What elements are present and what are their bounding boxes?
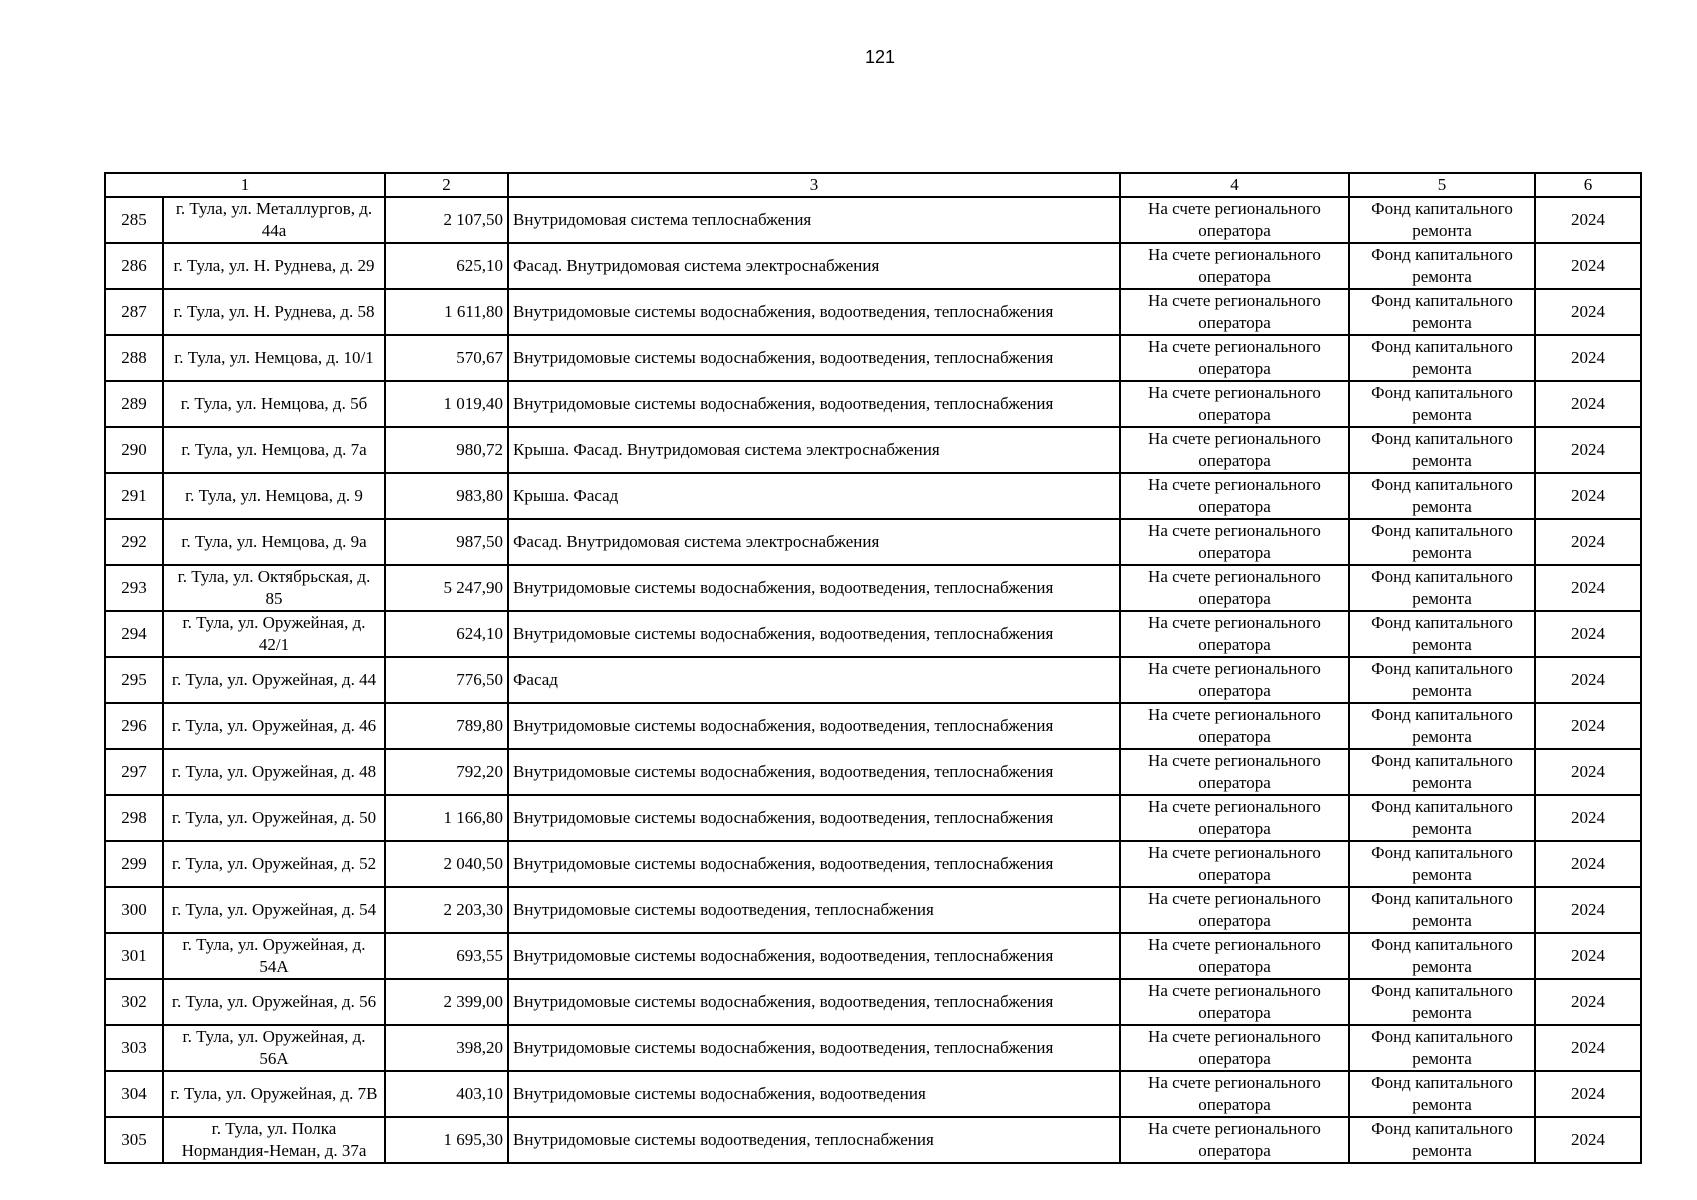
- row-number-cell: 303: [105, 1025, 163, 1071]
- cost-cell: 5 247,90: [385, 565, 508, 611]
- address-cell: г. Тула, ул. Оружейная, д. 48: [163, 749, 385, 795]
- table-row: [105, 381, 1641, 427]
- funding-source-cell: Фонд капитального ремонта: [1349, 473, 1535, 519]
- works-cell: Фасад. Внутридомовая система электроснабжения: [508, 243, 1120, 289]
- cost-cell: 2 399,00: [385, 979, 508, 1025]
- year-cell: 2024: [1535, 703, 1641, 749]
- row-number-cell: 305: [105, 1117, 163, 1163]
- column-header-3: 3: [508, 173, 1120, 197]
- row-number-cell: 304: [105, 1071, 163, 1117]
- works-cell: Внутридомовые системы водоснабжения, водоотведения, теплоснабжения: [508, 565, 1120, 611]
- address-cell: г. Тула, ул. Немцова, д. 7а: [163, 427, 385, 473]
- address-cell: г. Тула, ул. Немцова, д. 9: [163, 473, 385, 519]
- year-cell: 2024: [1535, 611, 1641, 657]
- account-cell: На счете регионального оператора: [1120, 565, 1349, 611]
- address-cell: г. Тула, ул. Оружейная, д. 54А: [163, 933, 385, 979]
- table-row: [105, 519, 1641, 565]
- address-cell: г. Тула, ул. Оружейная, д. 56А: [163, 1025, 385, 1071]
- year-cell: 2024: [1535, 335, 1641, 381]
- address-cell: г. Тула, ул. Н. Руднева, д. 58: [163, 289, 385, 335]
- cost-cell: 983,80: [385, 473, 508, 519]
- row-number-cell: 288: [105, 335, 163, 381]
- address-cell: г. Тула, ул. Оружейная, д. 7В: [163, 1071, 385, 1117]
- account-cell: На счете регионального оператора: [1120, 795, 1349, 841]
- cost-cell: 789,80: [385, 703, 508, 749]
- works-cell: Внутридомовые системы водоснабжения, водоотведения, теплоснабжения: [508, 1025, 1120, 1071]
- cost-cell: 624,10: [385, 611, 508, 657]
- address-cell: г. Тула, ул. Оружейная, д. 50: [163, 795, 385, 841]
- row-number-cell: 287: [105, 289, 163, 335]
- year-cell: 2024: [1535, 1025, 1641, 1071]
- address-cell: г. Тула, ул. Оружейная, д. 44: [163, 657, 385, 703]
- account-cell: На счете регионального оператора: [1120, 887, 1349, 933]
- funding-source-cell: Фонд капитального ремонта: [1349, 519, 1535, 565]
- account-cell: На счете регионального оператора: [1120, 841, 1349, 887]
- year-cell: 2024: [1535, 381, 1641, 427]
- cost-cell: 1 695,30: [385, 1117, 508, 1163]
- address-cell: г. Тула, ул. Немцова, д. 5б: [163, 381, 385, 427]
- year-cell: 2024: [1535, 427, 1641, 473]
- table-row: [105, 197, 1641, 243]
- funding-source-cell: Фонд капитального ремонта: [1349, 841, 1535, 887]
- works-cell: Внутридомовые системы водоснабжения, водоотведения, теплоснабжения: [508, 381, 1120, 427]
- table-row: [105, 749, 1641, 795]
- table-row: [105, 289, 1641, 335]
- funding-source-cell: Фонд капитального ремонта: [1349, 749, 1535, 795]
- funding-source-cell: Фонд капитального ремонта: [1349, 703, 1535, 749]
- account-cell: На счете регионального оператора: [1120, 1071, 1349, 1117]
- address-cell: г. Тула, ул. Октябрьская, д. 85: [163, 565, 385, 611]
- account-cell: На счете регионального оператора: [1120, 1025, 1349, 1071]
- works-cell: Внутридомовые системы водоснабжения, водоотведения, теплоснабжения: [508, 335, 1120, 381]
- cost-cell: 2 040,50: [385, 841, 508, 887]
- table-row: [105, 1117, 1641, 1163]
- row-number-cell: 298: [105, 795, 163, 841]
- funding-source-cell: Фонд капитального ремонта: [1349, 1071, 1535, 1117]
- year-cell: 2024: [1535, 473, 1641, 519]
- works-cell: Крыша. Фасад: [508, 473, 1120, 519]
- account-cell: На счете регионального оператора: [1120, 197, 1349, 243]
- address-cell: г. Тула, ул. Оружейная, д. 52: [163, 841, 385, 887]
- account-cell: На счете регионального оператора: [1120, 335, 1349, 381]
- year-cell: 2024: [1535, 1071, 1641, 1117]
- works-cell: Фасад: [508, 657, 1120, 703]
- address-cell: г. Тула, ул. Немцова, д. 10/1: [163, 335, 385, 381]
- cost-cell: 1 611,80: [385, 289, 508, 335]
- year-cell: 2024: [1535, 565, 1641, 611]
- year-cell: 2024: [1535, 795, 1641, 841]
- year-cell: 2024: [1535, 749, 1641, 795]
- funding-source-cell: Фонд капитального ремонта: [1349, 381, 1535, 427]
- works-cell: Внутридомовые системы водоснабжения, водоотведения, теплоснабжения: [508, 611, 1120, 657]
- table-row: [105, 933, 1641, 979]
- address-cell: г. Тула, ул. Металлургов, д. 44а: [163, 197, 385, 243]
- funding-source-cell: Фонд капитального ремонта: [1349, 427, 1535, 473]
- account-cell: На счете регионального оператора: [1120, 289, 1349, 335]
- address-cell: г. Тула, ул. Оружейная, д. 54: [163, 887, 385, 933]
- cost-cell: 980,72: [385, 427, 508, 473]
- table-row: [105, 703, 1641, 749]
- column-header-2: 2: [385, 173, 508, 197]
- year-cell: 2024: [1535, 1117, 1641, 1163]
- table-row: [105, 427, 1641, 473]
- table-row: [105, 1025, 1641, 1071]
- table-row: [105, 565, 1641, 611]
- funding-source-cell: Фонд капитального ремонта: [1349, 335, 1535, 381]
- table-row: [105, 473, 1641, 519]
- address-cell: г. Тула, ул. Оружейная, д. 46: [163, 703, 385, 749]
- row-number-cell: 297: [105, 749, 163, 795]
- funding-source-cell: Фонд капитального ремонта: [1349, 197, 1535, 243]
- year-cell: 2024: [1535, 519, 1641, 565]
- year-cell: 2024: [1535, 657, 1641, 703]
- row-number-cell: 289: [105, 381, 163, 427]
- cost-cell: 398,20: [385, 1025, 508, 1071]
- cost-cell: 693,55: [385, 933, 508, 979]
- account-cell: На счете регионального оператора: [1120, 611, 1349, 657]
- works-cell: Внутридомовые системы водоотведения, теплоснабжения: [508, 887, 1120, 933]
- funding-source-cell: Фонд капитального ремонта: [1349, 933, 1535, 979]
- cost-cell: 2 107,50: [385, 197, 508, 243]
- row-number-cell: 292: [105, 519, 163, 565]
- table-row: [105, 243, 1641, 289]
- cost-cell: 987,50: [385, 519, 508, 565]
- funding-source-cell: Фонд капитального ремонта: [1349, 1025, 1535, 1071]
- works-cell: Внутридомовые системы водоснабжения, водоотведения: [508, 1071, 1120, 1117]
- funding-source-cell: Фонд капитального ремонта: [1349, 887, 1535, 933]
- account-cell: На счете регионального оператора: [1120, 703, 1349, 749]
- account-cell: На счете регионального оператора: [1120, 473, 1349, 519]
- funding-source-cell: Фонд капитального ремонта: [1349, 565, 1535, 611]
- address-cell: г. Тула, ул. Н. Руднева, д. 29: [163, 243, 385, 289]
- row-number-cell: 296: [105, 703, 163, 749]
- year-cell: 2024: [1535, 243, 1641, 289]
- row-number-cell: 299: [105, 841, 163, 887]
- funding-source-cell: Фонд капитального ремонта: [1349, 657, 1535, 703]
- funding-source-cell: Фонд капитального ремонта: [1349, 611, 1535, 657]
- account-cell: На счете регионального оператора: [1120, 519, 1349, 565]
- row-number-cell: 300: [105, 887, 163, 933]
- works-cell: Внутридомовые системы водоснабжения, водоотведения, теплоснабжения: [508, 289, 1120, 335]
- account-cell: На счете регионального оператора: [1120, 933, 1349, 979]
- row-number-cell: 290: [105, 427, 163, 473]
- account-cell: На счете регионального оператора: [1120, 243, 1349, 289]
- year-cell: 2024: [1535, 841, 1641, 887]
- cost-cell: 776,50: [385, 657, 508, 703]
- works-cell: Внутридомовые системы водоснабжения, водоотведения, теплоснабжения: [508, 749, 1120, 795]
- table-body: [105, 197, 1641, 1163]
- row-number-cell: 291: [105, 473, 163, 519]
- address-cell: г. Тула, ул. Немцова, д. 9а: [163, 519, 385, 565]
- year-cell: 2024: [1535, 197, 1641, 243]
- column-header-6: 6: [1535, 173, 1641, 197]
- column-header-1: 1: [105, 173, 385, 197]
- year-cell: 2024: [1535, 933, 1641, 979]
- table-row: [105, 657, 1641, 703]
- table-row: [105, 887, 1641, 933]
- table-row: [105, 795, 1641, 841]
- funding-source-cell: Фонд капитального ремонта: [1349, 243, 1535, 289]
- cost-cell: 792,20: [385, 749, 508, 795]
- capital-repair-table: [104, 172, 1642, 1164]
- funding-source-cell: Фонд капитального ремонта: [1349, 1117, 1535, 1163]
- account-cell: На счете регионального оператора: [1120, 1117, 1349, 1163]
- year-cell: 2024: [1535, 979, 1641, 1025]
- works-cell: Внутридомовые системы водоснабжения, водоотведения, теплоснабжения: [508, 979, 1120, 1025]
- funding-source-cell: Фонд капитального ремонта: [1349, 795, 1535, 841]
- table-header-row: [105, 173, 1641, 197]
- cost-cell: 2 203,30: [385, 887, 508, 933]
- row-number-cell: 295: [105, 657, 163, 703]
- works-cell: Внутридомовые системы водоснабжения, водоотведения, теплоснабжения: [508, 933, 1120, 979]
- column-header-5: 5: [1349, 173, 1535, 197]
- cost-cell: 625,10: [385, 243, 508, 289]
- works-cell: Крыша. Фасад. Внутридомовая система электроснабжения: [508, 427, 1120, 473]
- column-header-4: 4: [1120, 173, 1349, 197]
- row-number-cell: 302: [105, 979, 163, 1025]
- table-row: [105, 611, 1641, 657]
- funding-source-cell: Фонд капитального ремонта: [1349, 979, 1535, 1025]
- row-number-cell: 286: [105, 243, 163, 289]
- works-cell: Внутридомовые системы водоснабжения, водоотведения, теплоснабжения: [508, 841, 1120, 887]
- cost-cell: 1 019,40: [385, 381, 508, 427]
- row-number-cell: 301: [105, 933, 163, 979]
- address-cell: г. Тула, ул. Оружейная, д. 42/1: [163, 611, 385, 657]
- works-cell: Фасад. Внутридомовая система электроснабжения: [508, 519, 1120, 565]
- table-row: [105, 335, 1641, 381]
- row-number-cell: 285: [105, 197, 163, 243]
- works-cell: Внутридомовые системы водоотведения, теплоснабжения: [508, 1117, 1120, 1163]
- cost-cell: 1 166,80: [385, 795, 508, 841]
- address-cell: г. Тула, ул. Оружейная, д. 56: [163, 979, 385, 1025]
- address-cell: г. Тула, ул. Полка Нормандия-Неман, д. 37а: [163, 1117, 385, 1163]
- row-number-cell: 293: [105, 565, 163, 611]
- account-cell: На счете регионального оператора: [1120, 381, 1349, 427]
- row-number-cell: 294: [105, 611, 163, 657]
- table-row: [105, 1071, 1641, 1117]
- year-cell: 2024: [1535, 887, 1641, 933]
- works-cell: Внутридомовые системы водоснабжения, водоотведения, теплоснабжения: [508, 795, 1120, 841]
- cost-cell: 403,10: [385, 1071, 508, 1117]
- works-cell: Внутридомовые системы водоснабжения, водоотведения, теплоснабжения: [508, 703, 1120, 749]
- funding-source-cell: Фонд капитального ремонта: [1349, 289, 1535, 335]
- account-cell: На счете регионального оператора: [1120, 749, 1349, 795]
- table-row: [105, 979, 1641, 1025]
- works-cell: Внутридомовая система теплоснабжения: [508, 197, 1120, 243]
- account-cell: На счете регионального оператора: [1120, 657, 1349, 703]
- year-cell: 2024: [1535, 289, 1641, 335]
- cost-cell: 570,67: [385, 335, 508, 381]
- page-number: 121: [864, 47, 896, 67]
- table-row: [105, 841, 1641, 887]
- account-cell: На счете регионального оператора: [1120, 979, 1349, 1025]
- account-cell: На счете регионального оператора: [1120, 427, 1349, 473]
